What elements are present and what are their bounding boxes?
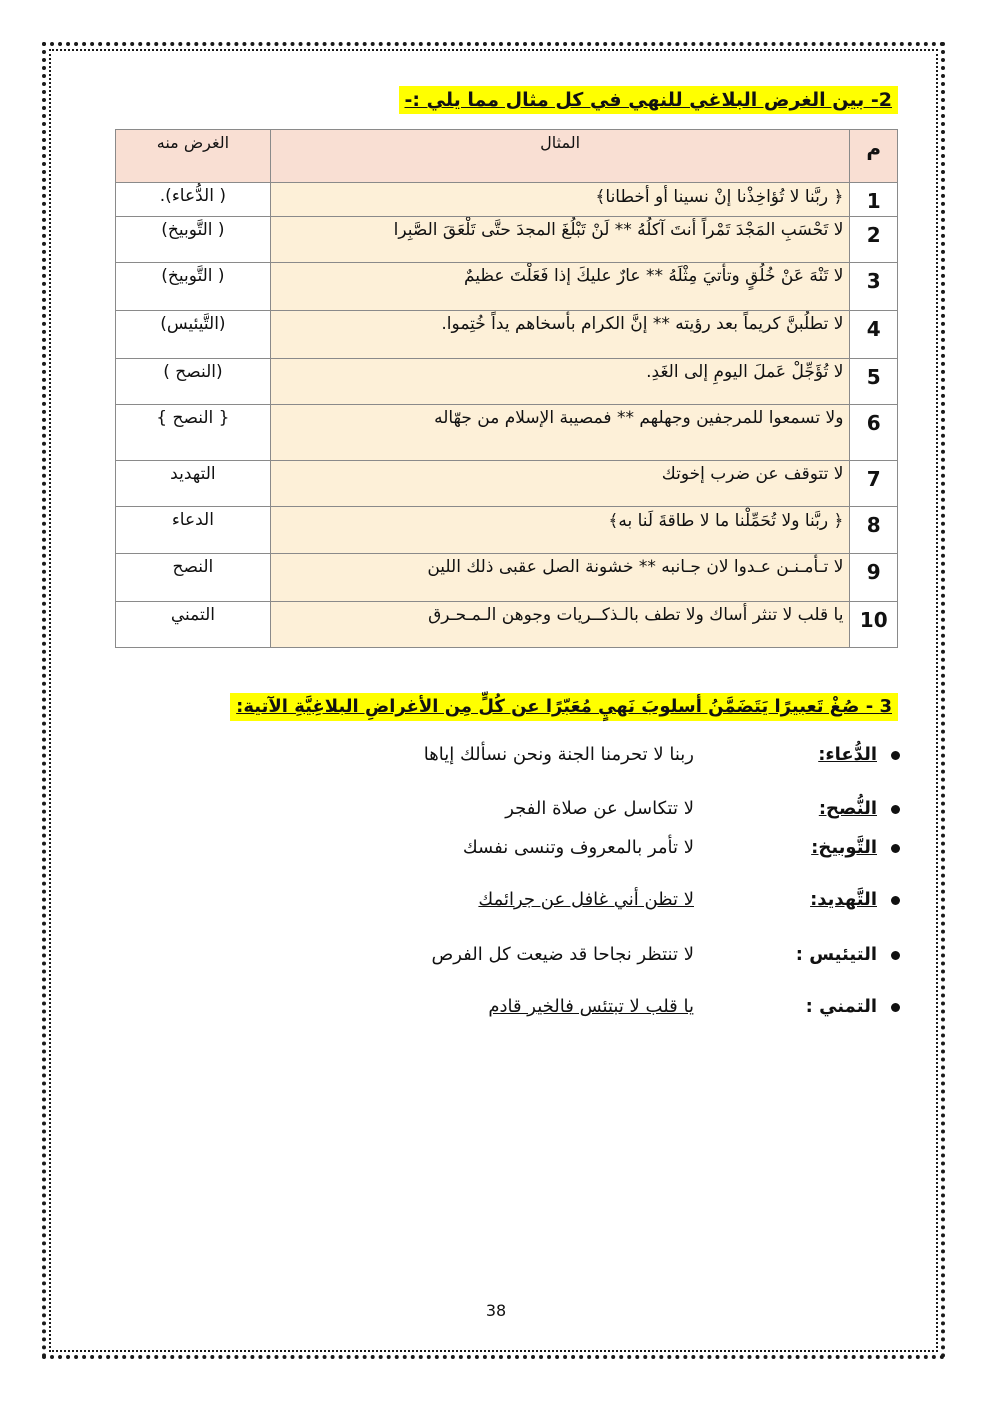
item-label: التمني : (805, 996, 877, 1017)
row-example-text: لا تَنْهَ عَنْ خُلُقٍ وتأتيَ مِثْلَهُ ** عارٌ عليكَ إذا فَعَلْتَ عظيمٌ (463, 266, 844, 286)
list-item (818, 740, 900, 770)
row-example (270, 217, 850, 263)
question-3-title: 3 - صُغْ تَعبيرًا يَتَضَمَّنُ أسلوبَ نَهيٍ مُعَبّرًا عن كُلٍّ مِن الأغراضِ البلاغِيَّةِ الآتية: (230, 693, 898, 721)
table-header-row (116, 130, 898, 183)
row-example-text: لا تتوقف عن ضرب إخوتك (661, 464, 844, 484)
row-example (270, 183, 850, 217)
table-row (116, 183, 898, 217)
list-item (806, 992, 900, 1022)
table-row (116, 359, 898, 405)
list-item (810, 885, 900, 915)
list-item (811, 833, 900, 863)
row-number: 9 (850, 554, 898, 602)
row-example-text: لا تـأمـنـن عـدوا لان جـانبه ** خشونة الصل عقبى ذلك اللين (427, 557, 844, 577)
row-purpose: { النصح } (116, 405, 271, 461)
list-item (796, 940, 900, 970)
table-row (116, 311, 898, 359)
bullet-icon (891, 896, 900, 905)
row-number: 5 (850, 359, 898, 405)
page-number: 38 (485, 1301, 507, 1320)
row-purpose: ( الدُّعاء). (116, 183, 271, 217)
item-answer: ربنا لا تحرمنا الجنة ونحن نسألك إياها (423, 744, 694, 765)
row-example-text: لا تطلُبنَّ كريماً بعد رؤيته ** إنَّ الكرام بأسخاهم يداً خُتِموا. (441, 314, 844, 334)
row-example-text: ﴿ ربَّنا لا تُؤاخِذْنا إنْ نسينا أو أخطانا﴾ (595, 187, 844, 207)
bullet-icon (891, 1003, 900, 1012)
row-purpose: النصح (116, 554, 271, 602)
row-purpose: ( التَّوبيخ) (116, 263, 271, 311)
row-number: 10 (850, 602, 898, 648)
row-number: 3 (850, 263, 898, 311)
examples-table (115, 129, 898, 648)
item-answer: يا قلب لا تبتئس فالخير قادم (488, 996, 694, 1017)
bullet-icon (891, 951, 900, 960)
table-row (116, 602, 898, 648)
row-number: 4 (850, 311, 898, 359)
table-row (116, 507, 898, 554)
row-example (270, 507, 850, 554)
row-example (270, 405, 850, 461)
row-example (270, 461, 850, 507)
bullet-icon (891, 805, 900, 814)
row-example-text: يا قلب لا تنثر أساك ولا تطف بالـذكــريات وجوهن الـمـحـرق (428, 605, 844, 625)
bullet-icon (891, 844, 900, 853)
row-example (270, 311, 850, 359)
row-example (270, 263, 850, 311)
question-2-title: 2- بين الغرض البلاغي للنهي في كل مثال مما يلي :- (399, 86, 899, 114)
row-number: 8 (850, 507, 898, 554)
table-row (116, 263, 898, 311)
header-purpose: الغرض منه (116, 130, 271, 183)
header-example: المثال (270, 130, 850, 183)
item-label: الدُّعاء: (818, 744, 877, 765)
row-example (270, 359, 850, 405)
row-example-text: لا تَحْسَبِ المَجْدَ تَمْراً أنتَ آكلُهُ ** لَنْ تَبْلُغَ المجدَ حتَّى تَلْعَقَ الصَّبِرا (393, 220, 844, 240)
item-label: التَّوبيخ: (811, 837, 877, 858)
row-purpose: التهديد (116, 461, 271, 507)
row-number: 7 (850, 461, 898, 507)
table-row (116, 461, 898, 507)
list-item (819, 794, 900, 824)
row-example-text: ﴿ ربَّنا ولا تُحَمِّلْنا ما لا طاقةَ لَنا به﴾ (608, 511, 844, 531)
table-row (116, 217, 898, 263)
item-label: التيئيس : (795, 944, 877, 965)
item-answer: لا تنتظر نجاحا قد ضيعت كل الفرص (431, 944, 694, 965)
row-number: 6 (850, 405, 898, 461)
item-answer: لا تأمر بالمعروف وتنسى نفسك (462, 837, 694, 858)
table-row (116, 405, 898, 461)
row-purpose: ( التَّوبيخ) (116, 217, 271, 263)
row-number: 2 (850, 217, 898, 263)
item-label: التَّهديد: (810, 889, 877, 910)
row-example-text: لا تُؤَجِّلْ عَملَ اليومِ إلى الغَدِ. (646, 362, 844, 382)
item-label: النُّصح: (818, 798, 877, 819)
item-answer: لا تظن أني غافل عن جرائمك (478, 889, 694, 910)
row-example (270, 602, 850, 648)
bullet-icon (891, 751, 900, 760)
row-purpose: (التَّيئيس) (116, 311, 271, 359)
item-answer: لا تتكاسل عن صلاة الفجر (505, 798, 694, 819)
row-purpose: الدعاء (116, 507, 271, 554)
row-number: 1 (850, 183, 898, 217)
row-example-text: ولا تسمعوا للمرجفين وجهلهم ** فمصيبة الإسلام من جهّاله (434, 408, 844, 428)
row-purpose: (النصح ) (116, 359, 271, 405)
header-number: م (850, 130, 898, 183)
row-purpose: التمني (116, 602, 271, 648)
row-example (270, 554, 850, 602)
table-row (116, 554, 898, 602)
